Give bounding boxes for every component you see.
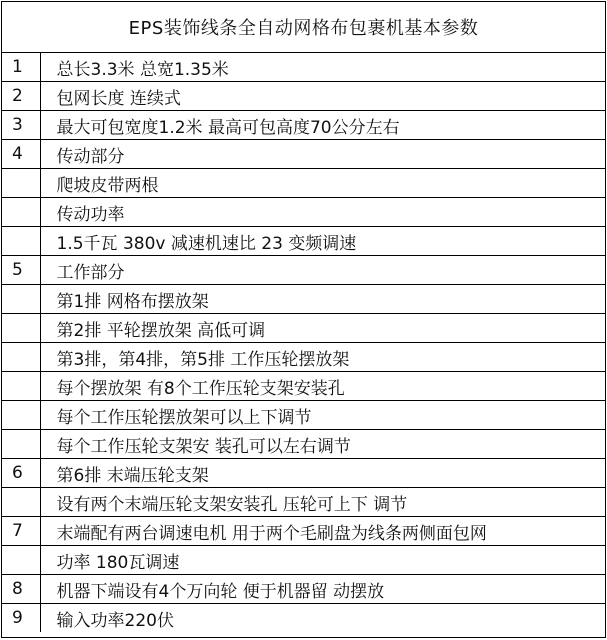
row-text: 末端配有两台调速电机 用于两个毛刷盘为线条两侧面包网 (40, 517, 605, 546)
row-text: 每个工作压轮支架安 装孔可以左右调节 (40, 430, 605, 459)
table-row (2, 604, 605, 633)
table-row (2, 372, 605, 401)
row-number (2, 285, 40, 314)
parameter-sheet (1, 1, 606, 638)
row-number (2, 401, 40, 430)
sheet-title: EPS装饰线条全自动网格布包裹机基本参数 (2, 2, 605, 53)
row-text: 传动功率 (40, 198, 605, 227)
row-text: 每个工作压轮摆放架可以上下调节 (40, 401, 605, 430)
table-row (2, 314, 605, 343)
row-text: 总长3.3米 总宽1.35米 (40, 53, 605, 82)
table-row (2, 140, 605, 169)
row-text: 第6排 末端压轮支架 (40, 459, 605, 488)
row-text: 爬坡皮带两根 (40, 169, 605, 198)
table-row (2, 53, 605, 82)
row-text: 第3排，第4排，第5排 工作压轮摆放架 (40, 343, 605, 372)
row-number (2, 430, 40, 459)
row-number: 8 (2, 575, 40, 604)
row-number: 7 (2, 517, 40, 546)
row-text: 最大可包宽度1.2米 最高可包高度70公分左右 (40, 111, 605, 140)
row-text: 第1排 网格布摆放架 (40, 285, 605, 314)
table-row (2, 575, 605, 604)
table-row (2, 111, 605, 140)
table-row (2, 256, 605, 285)
table-row (2, 198, 605, 227)
row-text: 功率 180瓦调速 (40, 546, 605, 575)
table-row (2, 169, 605, 198)
parameter-table (2, 53, 605, 632)
row-number (2, 546, 40, 575)
row-number: 4 (2, 140, 40, 169)
row-text: 1.5千瓦 380v 减速机速比 23 变频调速 (40, 227, 605, 256)
table-row (2, 517, 605, 546)
table-row (2, 227, 605, 256)
row-text: 传动部分 (40, 140, 605, 169)
row-text: 包网长度 连续式 (40, 82, 605, 111)
row-number: 2 (2, 82, 40, 111)
row-text: 机器下端设有4个万向轮 便于机器留 动摆放 (40, 575, 605, 604)
table-row (2, 343, 605, 372)
row-text: 设有两个末端压轮支架安装孔 压轮可上下 调节 (40, 488, 605, 517)
table-row (2, 459, 605, 488)
row-number (2, 372, 40, 401)
row-number (2, 343, 40, 372)
row-number (2, 169, 40, 198)
row-text: 第2排 平轮摆放架 高低可调 (40, 314, 605, 343)
row-number (2, 198, 40, 227)
row-number: 3 (2, 111, 40, 140)
row-number (2, 488, 40, 517)
row-number: 6 (2, 459, 40, 488)
table-row (2, 285, 605, 314)
table-row (2, 430, 605, 459)
table-row (2, 488, 605, 517)
row-number (2, 314, 40, 343)
row-number: 9 (2, 604, 40, 633)
table-row (2, 401, 605, 430)
row-text: 工作部分 (40, 256, 605, 285)
row-number (2, 227, 40, 256)
row-text: 每个摆放架 有8个工作压轮支架安装孔 (40, 372, 605, 401)
table-row (2, 546, 605, 575)
row-number: 5 (2, 256, 40, 285)
row-number: 1 (2, 53, 40, 82)
row-text: 输入功率220伏 (56, 610, 174, 631)
table-row (2, 82, 605, 111)
